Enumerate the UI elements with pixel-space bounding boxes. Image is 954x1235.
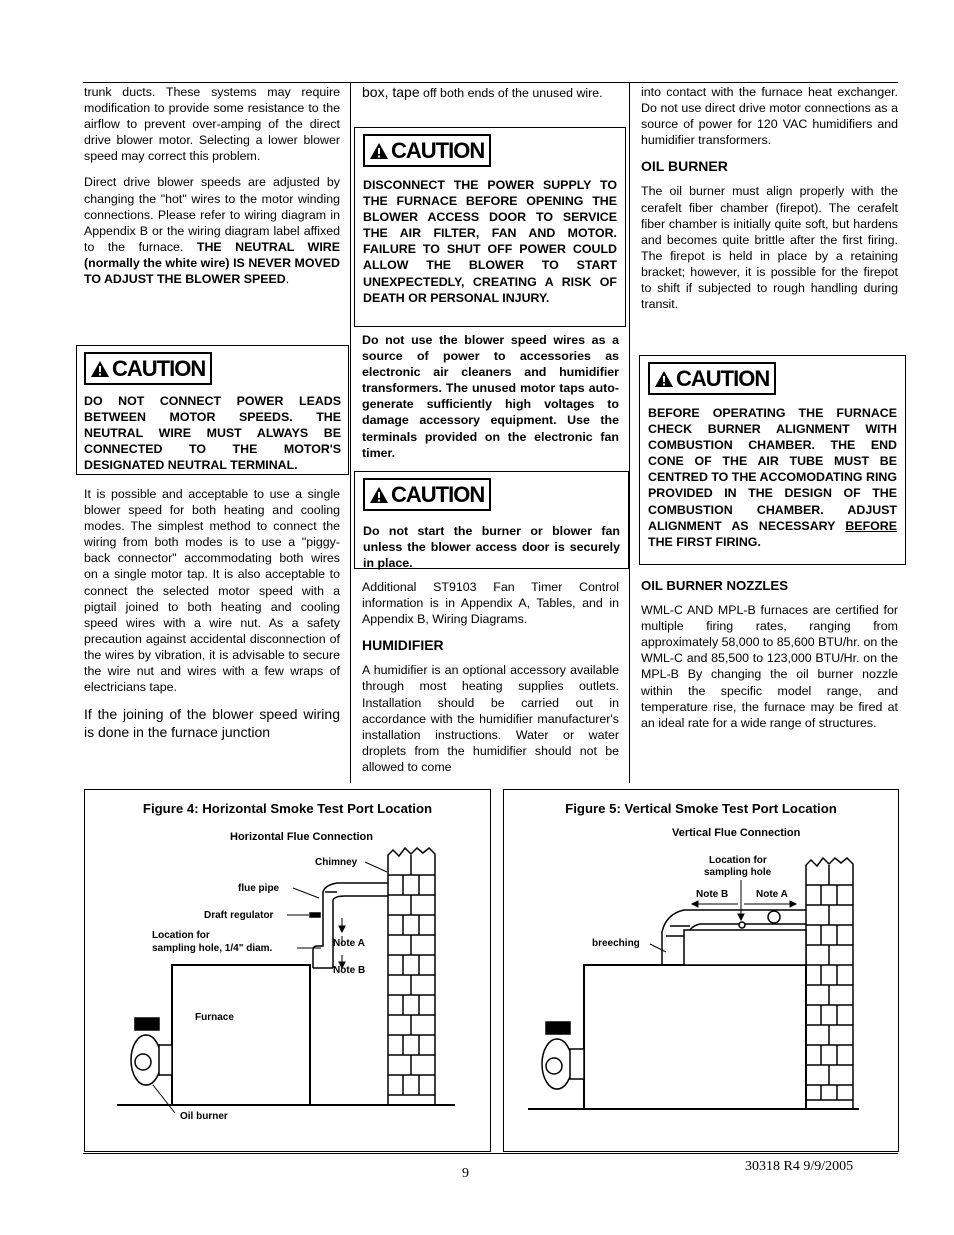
furnace-body xyxy=(172,965,310,1105)
caution-label: CAUTION xyxy=(391,482,485,507)
oil-burner-icon xyxy=(131,1018,172,1085)
figure-5 xyxy=(503,789,899,1152)
caution-badge xyxy=(84,352,212,385)
column-1-lower xyxy=(84,486,340,751)
location-label-2: sampling hole xyxy=(704,867,772,878)
bottom-rule xyxy=(83,1153,898,1154)
chimney-label: Chimney xyxy=(315,857,358,868)
period: . xyxy=(285,272,290,287)
paragraph-text: off both ends of the unused wire. xyxy=(419,86,603,100)
draft-regulator-label: Draft regulator xyxy=(204,910,274,921)
caution-badge xyxy=(363,478,491,511)
warning-triangle-icon xyxy=(654,370,674,388)
paragraph: It is possible and acceptable to use a single blower speed for both heating and cooling modes. The simplest method to connect the wiring from both modes is to use a "piggy-back connector" accommodating both wires on a single motor tap. It is also acceptable to connect the selected motor speed with a pigtail joined to both heating and cooling speed wires with a wire nut. As a safety precaution against accidental disconnection of the wires by vibration, it is advisable to secure the wire nut and wires with a few wraps of electricians tape. xyxy=(84,487,340,695)
caution-badge xyxy=(363,134,491,167)
column-3-lower xyxy=(641,574,898,741)
furnace-label: Furnace xyxy=(195,1012,234,1023)
column-2-bold xyxy=(362,332,619,471)
caution-text-part: BEFORE OPERATING THE FURNACE CHECK BURNER ALIGNMENT WITH COMBUSTION CHAMBER. THE END CONE OF THE AIR TUBE MUST BE CENTRED TO THE ACCOMODATING RING PROVIDED IN THE DESIGN OF THE COMBUSTION CHAMBER. ADJUST ALIGNMENT AS NECESSARY xyxy=(648,406,897,533)
chimney-bricks xyxy=(806,858,853,1109)
furnace-body xyxy=(584,965,806,1109)
paragraph-text: box, tape xyxy=(362,84,420,100)
figure-title: Figure 5: Vertical Smoke Test Port Location xyxy=(565,801,837,816)
note-a-label: Note A xyxy=(756,889,788,900)
warning-triangle-icon xyxy=(90,360,110,378)
flue-pipe-label: flue pipe xyxy=(238,883,280,894)
figure-4 xyxy=(84,789,491,1152)
paragraph: WML-C AND MPL-B furnaces are certified for multiple firing rates, ranging from approximately 58,000 to 85,600 BTU/hr. on the WML-C and 85,500 to 123,000 BTU/Hr. on the MPL-B By changing the oil burner nozzle within the specific model range, and temperature rise, the furnace may be fired at an ideal rate for a wide range of structures. xyxy=(641,603,898,730)
section-heading: OIL BURNER NOZZLES xyxy=(641,578,789,593)
horizontal-flue-diagram xyxy=(85,820,490,1150)
diagram-heading: Horizontal Flue Connection xyxy=(230,831,373,843)
paragraph xyxy=(84,174,340,287)
oil-burner-icon xyxy=(542,1022,584,1089)
paragraph: If the joining of the blower speed wiring is done in the furnace junction xyxy=(84,706,340,741)
paragraph: into contact with the furnace heat exchanger. Do not use direct drive motor connections as a source of power for 120 VAC humidifiers and humidifier transformers. xyxy=(641,85,898,148)
top-rule xyxy=(83,82,898,83)
caution-label: CAUTION xyxy=(112,356,206,381)
caution-text-underlined: BEFORE xyxy=(845,518,897,533)
caution-text: DISCONNECT THE POWER SUPPLY TO THE FURNACE BEFORE OPENING THE BLOWER ACCESS DOOR TO SERVICE THE AIR FILTER, FAN AND MOTOR. FAILURE TO SHUT OFF POWER COULD ALLOW THE BLOWER TO START UNEXPECTEDLY, CREATING A RISK OF DEATH OR PERSONAL INJURY. xyxy=(363,178,617,305)
vertical-flue-diagram xyxy=(504,820,898,1150)
caution-badge xyxy=(648,362,776,395)
breeching-label: breeching xyxy=(592,938,640,949)
page-number: 9 xyxy=(462,1166,469,1181)
caution-text xyxy=(648,405,897,550)
column-3 xyxy=(641,84,898,322)
caution-text: Do not start the burner or blower fan unless the blower access door is securely in place. xyxy=(363,524,620,571)
location-label-2: sampling hole, 1/4" diam. xyxy=(152,943,273,954)
column-1 xyxy=(84,84,340,297)
caution-label: CAUTION xyxy=(676,366,770,391)
caution-text-part: THE FIRST FIRING. xyxy=(648,534,761,549)
section-heading: OIL BURNER xyxy=(641,158,728,175)
column-divider-2 xyxy=(629,83,630,783)
paragraph: A humidifier is an optional accessory available through most heating supplies outlets. Installation should be carried out in accordance with the humidifier manufacturer's installation instructions. Water or water droplets from the humidifier should not be allowed to come xyxy=(362,663,619,774)
neutral-wire-warning: THE NEUTRAL WIRE (normally the white wire) IS NEVER MOVED TO ADJUST THE BLOWER SPEED xyxy=(84,239,340,287)
diagram-heading: Vertical Flue Connection xyxy=(672,827,801,839)
paragraph-text: Direct drive blower speeds are adjusted by changing the "hot" wires to the motor winding connections. Please refer to wiring diagram in Appendix B or the wiring diagram label affixed to the furnace. xyxy=(84,175,340,254)
caution-text: DO NOT CONNECT POWER LEADS BETWEEN MOTOR SPEEDS. THE NEUTRAL WIRE MUST ALWAYS BE CONNECTED TO THE MOTOR'S DESIGNATED NEUTRAL TERMINAL. xyxy=(84,394,341,473)
caution-box-alignment xyxy=(639,355,906,565)
chimney-bricks xyxy=(388,848,435,1105)
column-divider-1 xyxy=(350,83,351,783)
column-2 xyxy=(362,84,618,111)
blower-speed-warning: Do not use the blower speed wires as a source of power to accessories as electronic air cleaners and humidifier transformers. The unused motor taps auto-generate sufficiently high voltages to damage accessory equipment. Use the terminals provided on the electronic fan timer. xyxy=(362,333,619,460)
location-label-1: Location for xyxy=(152,930,210,941)
caution-label: CAUTION xyxy=(391,138,485,163)
note-b-label: Note B xyxy=(333,965,366,976)
note-a-label: Note A xyxy=(333,938,365,949)
location-label-1: Location for xyxy=(709,855,767,866)
paragraph xyxy=(362,84,618,101)
note-b-label: Note B xyxy=(696,889,729,900)
figure-title: Figure 4: Horizontal Smoke Test Port Location xyxy=(142,801,433,816)
warning-triangle-icon xyxy=(369,486,389,504)
caution-box-door xyxy=(354,471,629,569)
section-heading: HUMIDIFIER xyxy=(362,637,444,654)
caution-box-power xyxy=(354,127,626,327)
paragraph: Additional ST9103 Fan Timer Control information is in Appendix A, Tables, and in Appendix B, Wiring Diagrams. xyxy=(362,580,619,627)
document-id: 30318 R4 9/9/2005 xyxy=(745,1159,854,1174)
paragraph: trunk ducts. These systems may require modification to provide some resistance to the airflow to prevent over-amping of the direct drive blower motor. Selecting a lower blower speed may correct this problem. xyxy=(84,85,340,164)
flue-pipe xyxy=(310,883,388,968)
column-2-lower xyxy=(362,579,619,785)
caution-box-neutral xyxy=(76,345,349,475)
paragraph: The oil burner must align properly with the cerafelt fiber chamber (firepot). The cerafelt fiber chamber is initially quite soft, but hardens and becomes quite brittle after the first firing. The firepot is held in place by a retaining bracket; however, it is possible for the firepot to shift if subjected to rough handling during transit. xyxy=(641,184,898,312)
warning-triangle-icon xyxy=(369,142,389,160)
oil-burner-label: Oil burner xyxy=(180,1111,228,1122)
